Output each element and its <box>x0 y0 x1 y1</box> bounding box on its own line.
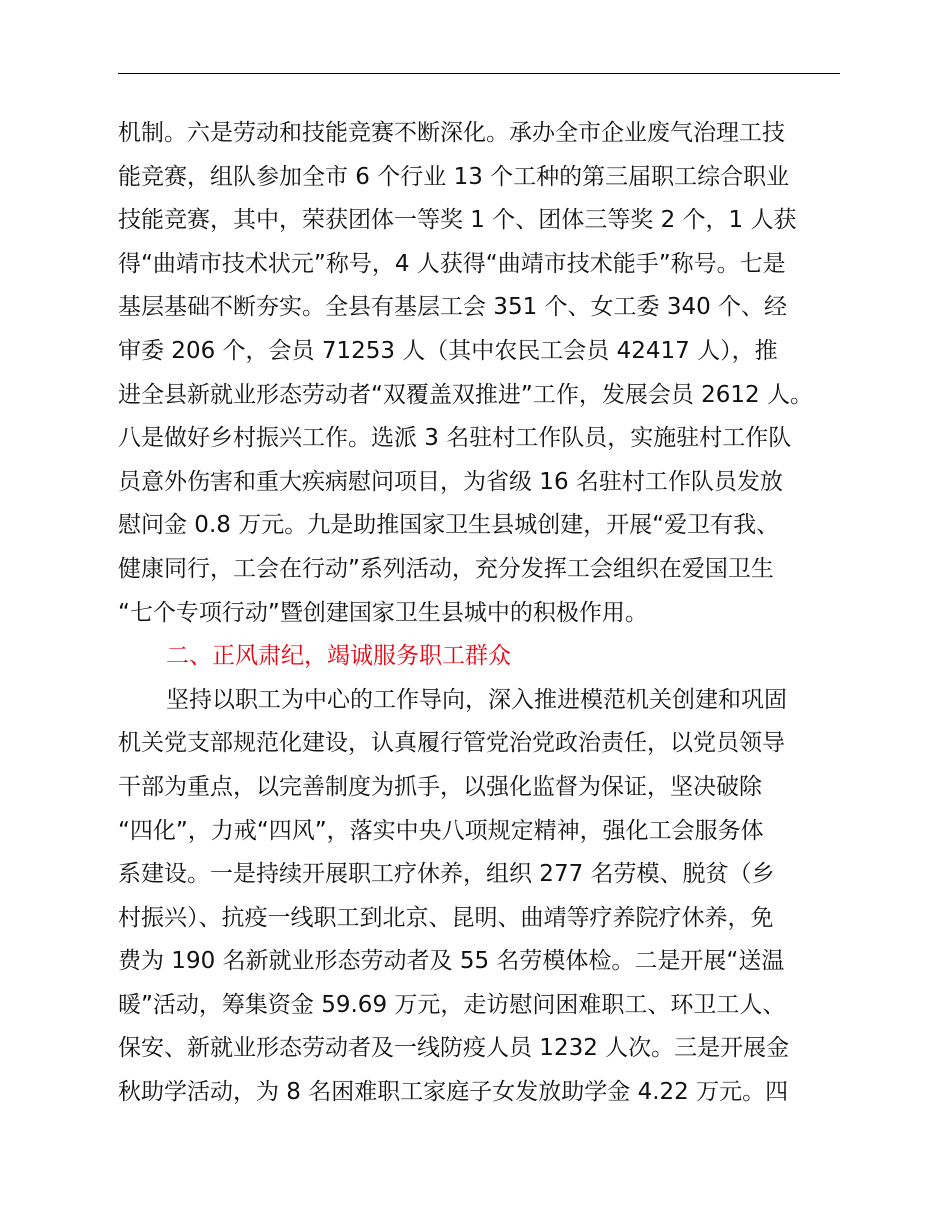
header-rule <box>118 73 840 74</box>
paragraph-line: 系建设。一是持续开展职工疗休养，组织 277 名劳模、脱贫（乡 <box>118 861 775 888</box>
paragraph-line: 审委 206 个，会员 71253 人（其中农民工会员 42417 人），推 <box>118 337 778 364</box>
paragraph-line: 费为 190 名新就业形态劳动者及 55 名劳模体检。二是开展“送温 <box>118 948 785 975</box>
paragraph-line: “四化”，力戒“四风”，落实中央八项规定精神，强化工会服务体 <box>118 817 764 844</box>
paragraph-line: 慰问金 0.8 万元。九是助推国家卫生县城创建，开展“爱卫有我、 <box>118 512 780 539</box>
paragraph-line: 干部为重点，以完善制度为抓手，以强化监督为保证，坚决破除 <box>118 773 762 800</box>
paragraph-line: 进全县新就业形态劳动者“双覆盖双推进”工作，发展会员 2612 人。 <box>118 381 813 408</box>
paragraph-line: 基层基础不断夯实。全县有基层工会 351 个、女工委 340 个、经 <box>118 294 788 321</box>
paragraph-line: 能竞赛，组队参加全市 6 个行业 13 个工种的第三届职工综合职业 <box>118 163 790 190</box>
paragraph-line: 机制。六是劳动和技能竞赛不断深化。承办全市企业废气治理工技 <box>118 120 785 146</box>
paragraph-line: 得“曲靖市技术状元”称号，4 人获得“曲靖市技术能手”称号。七是 <box>118 250 786 277</box>
paragraph-line: 机关党支部规范化建设，认真履行管党治党政治责任，以党员领导 <box>118 730 785 757</box>
paragraph-line: 坚持以职工为中心的工作导向，深入推进模范机关创建和巩固 <box>166 686 787 713</box>
paragraph-line: 八是做好乡村振兴工作。选派 3 名驻村工作队员，实施驻村工作队 <box>118 425 792 452</box>
paragraph-line: 暖”活动，筹集资金 59.69 万元，走访慰问困难职工、环卫工人、 <box>118 991 786 1018</box>
section-heading: 二、正风肃纪，竭诚服务职工群众 <box>166 643 511 670</box>
paragraph-line: 健康同行，工会在行动”系列活动，充分发挥工会组织在爱国卫生 <box>118 555 774 582</box>
paragraph-line: 员意外伤害和重大疾病慰问项目，为省级 16 名驻村工作队员发放 <box>118 468 783 495</box>
paragraph-line: 秋助学活动，为 8 名困难职工家庭子女发放助学金 4.22 万元。四 <box>118 1079 789 1106</box>
paragraph-line: 保安、新就业形态劳动者及一线防疫人员 1232 人次。三是开展金 <box>118 1035 790 1062</box>
paragraph-line: 村振兴）、抗疫一线职工到北京、昆明、曲靖等疗养院疗休养，免 <box>118 904 774 931</box>
paragraph-line: 技能竞赛，其中，荣获团体一等奖 1 个、团体三等奖 2 个，1 人获 <box>118 207 797 234</box>
paragraph-line: “七个专项行动”暨创建国家卫生县城中的积极作用。 <box>118 599 648 626</box>
body-text <box>118 112 840 1115</box>
